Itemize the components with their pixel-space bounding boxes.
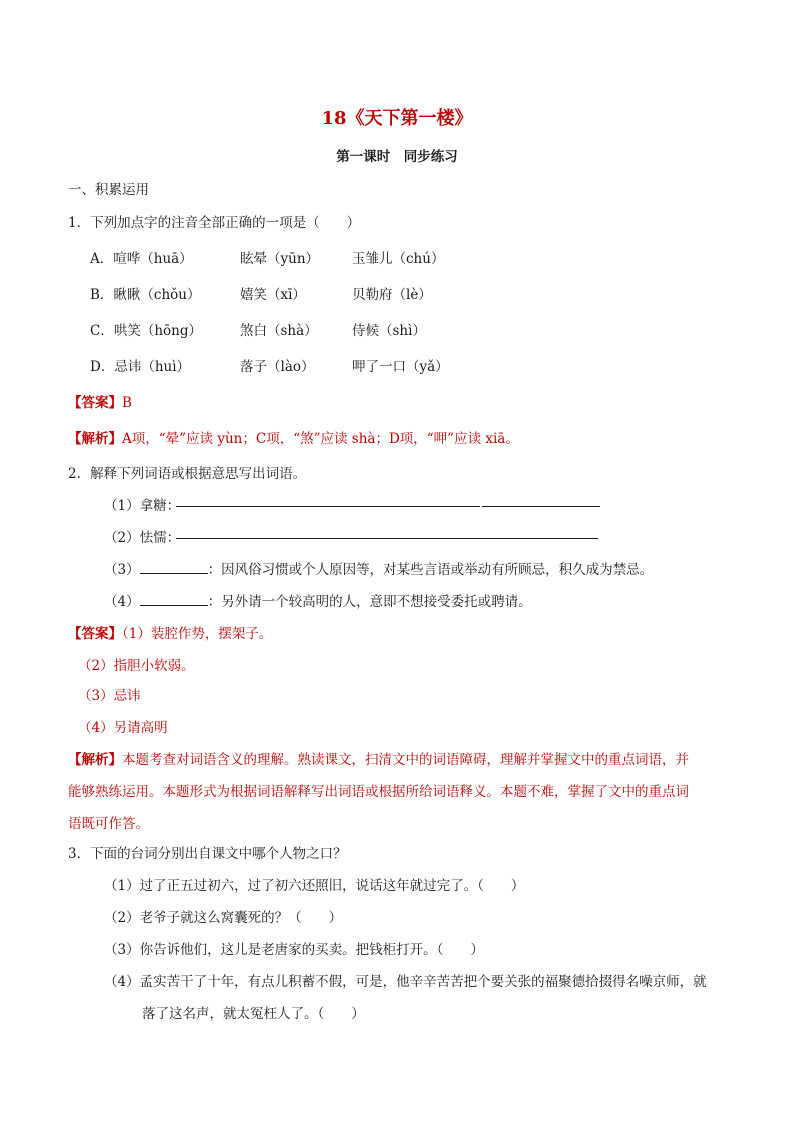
section-heading: 一、积累运用: [68, 182, 149, 198]
item-text: ：另外请一个较高明的人，意即不想接受委托或聘请。: [207, 594, 532, 610]
option-d-col1: D．忌讳（huì）: [90, 359, 191, 375]
question-2-answer: [68, 622, 272, 642]
item-text: 拿糖：: [139, 498, 181, 514]
option-a-col3: 玉雏儿（chú）: [352, 251, 445, 267]
question-2-analysis: [68, 748, 689, 768]
answer-text: B: [122, 395, 132, 411]
question-3-stem: 3．下面的台词分别出自课文中哪个人物之口？: [68, 846, 347, 862]
fill-blank[interactable]: [140, 593, 208, 606]
option-d-col2: 落子（lào）: [240, 359, 315, 375]
answer-line: （2）指胆小软弱。: [78, 658, 195, 674]
item-number: （1）: [104, 498, 140, 514]
option-d-col3: 呷了一口（yǎ）: [352, 359, 449, 375]
option-b-col2: 嬉笑（xī）: [240, 287, 306, 303]
answer-line: （4）另请高明: [78, 720, 168, 736]
analysis-text: 本题考查对词语含义的理解。熟读课文，扫清文中的词语障碍，理解并掌握文中的重点词语，并: [122, 752, 689, 768]
question-2-item-1: [104, 494, 180, 514]
page-title: 18《天下第一楼》: [321, 108, 473, 129]
question-2-stem: 2．解释下列词语或根据意思写出词语。: [68, 466, 307, 482]
analysis-text: 语既可作答。: [68, 816, 149, 832]
fill-blank[interactable]: [140, 561, 208, 574]
item-text: 怯懦：: [139, 530, 181, 546]
question-3-item: （2）老爷子就这么窝囊死的？（ ）: [104, 910, 343, 926]
fill-blank[interactable]: [176, 526, 264, 543]
option-c-col2: 煞白（shà）: [240, 323, 318, 339]
answer-line: （3）忌讳: [78, 688, 141, 704]
fill-blank[interactable]: [176, 494, 264, 511]
question-1-analysis: [68, 427, 519, 447]
question-1-stem: 1．下列加点字的注音全部正确的一项是（ ）: [68, 215, 361, 231]
analysis-text: A项，“晕”应读 yùn；C项，“煞”应读 shà；D项，“呷”应读 xiā。: [122, 431, 519, 447]
question-3-item: （3）你告诉他们，这儿是老唐家的买卖。把钱柜打开。（ ）: [104, 942, 484, 958]
question-2-item-3: [104, 558, 653, 578]
option-c-col3: 侍候（shì）: [352, 323, 426, 339]
page-subtitle: 第一课时 同步练习: [336, 149, 458, 165]
analysis-text: 能够熟练运用。本题形式为根据词语解释写出词语或根据所给词语释义。本题不难，掌握了文中的重点词: [68, 784, 689, 800]
answer-tag: 【答案】: [68, 626, 122, 642]
item-text: ：因风俗习惯或个人原因等，对某些言语或举动有所顾忌，积久成为禁忌。: [207, 562, 654, 578]
answer-tag: 【答案】: [68, 395, 122, 411]
analysis-tag: 【解析】: [68, 752, 122, 768]
option-c-col1: C．哄笑（hōng）: [90, 323, 202, 339]
question-2-item-2: [104, 526, 180, 546]
question-1-answer: [68, 391, 132, 411]
question-3-item: （1）过了正五过初六，过了初六还照旧，说话这年就过完了。（ ）: [104, 878, 525, 894]
item-number: （2）: [104, 530, 140, 546]
question-3-item: （4）孟实苦干了十年，有点儿积蓄不假，可是，他辛辛苦苦把个要关张的福聚德拾掇得名噪京师，就: [104, 974, 707, 990]
option-b-col1: B．瞅瞅（chǒu）: [90, 287, 201, 303]
fill-blank[interactable]: [482, 494, 600, 511]
answer-line: （1）装腔作势，摆架子。: [122, 626, 273, 642]
option-b-col3: 贝勒府（lè）: [352, 287, 432, 303]
fill-blank[interactable]: [264, 494, 480, 511]
item-number: （4）: [104, 594, 140, 610]
question-2-item-4: [104, 590, 532, 610]
analysis-tag: 【解析】: [68, 431, 122, 447]
item-number: （3）: [104, 562, 140, 578]
option-a-col1: A．喧哗（huā）: [90, 251, 193, 267]
question-3-item-continued: 落了这名声，就太冤枉人了。（ ）: [142, 1006, 365, 1022]
fill-blank[interactable]: [264, 526, 598, 543]
option-a-col2: 眩晕（yūn）: [240, 251, 320, 267]
